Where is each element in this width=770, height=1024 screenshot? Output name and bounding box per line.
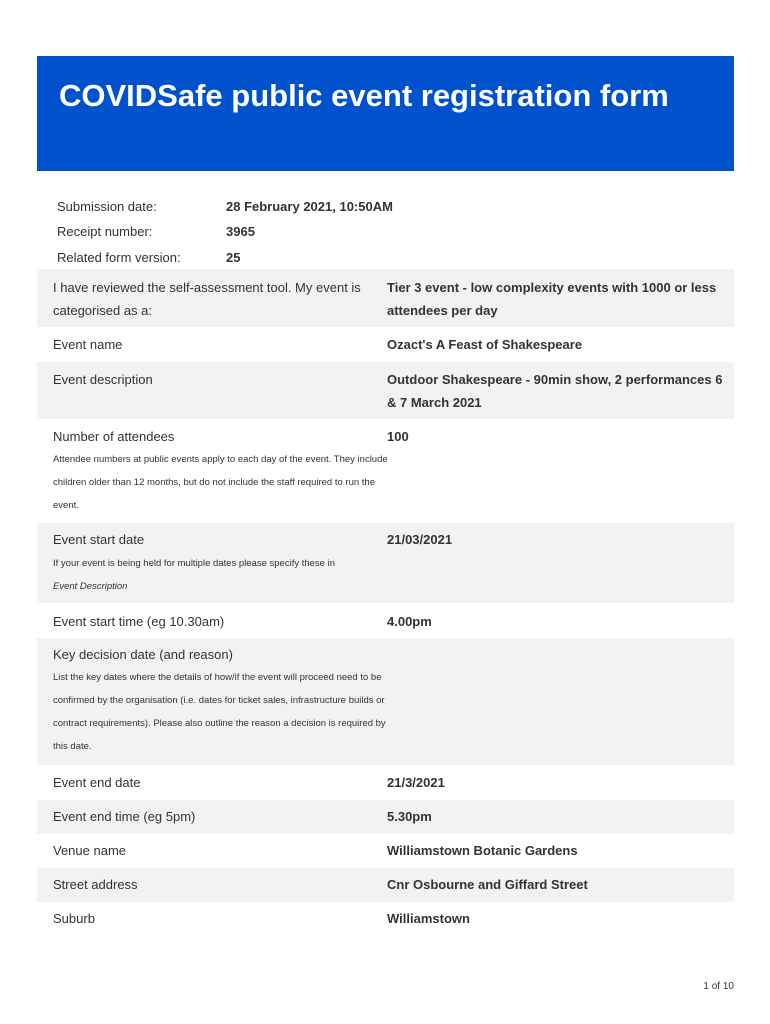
end-time-label: Event end time (eg 5pm) xyxy=(53,809,196,824)
form-header xyxy=(37,56,734,171)
end-date-value: 21/3/2021 xyxy=(387,775,445,790)
key-decision-hint: List the key dates where the details of how/if the event will proceed need to be confirmed by the organisation (i.e. dates for ticket sales, infrastructure builds or contract requirements). Please also outline the reason a decision is required by this date. xyxy=(53,672,386,752)
category-row xyxy=(37,269,734,327)
form-version-label: Related form version: xyxy=(57,250,181,265)
street-address-label: Street address xyxy=(53,877,138,892)
suburb-value: Williamstown xyxy=(387,911,470,926)
start-time-label: Event start time (eg 10.30am) xyxy=(53,614,225,629)
end-time-value: 5.30pm xyxy=(387,809,432,824)
event-name-label: Event name xyxy=(53,337,123,352)
start-date-hint-text: If your event is being held for multiple dates please specify these in xyxy=(53,558,335,569)
street-address-value: Cnr Osbourne and Giffard Street xyxy=(387,877,588,892)
end-date-row xyxy=(37,765,734,800)
start-date-row xyxy=(37,523,734,603)
event-description-label: Event description xyxy=(53,372,153,387)
key-decision-row xyxy=(37,638,734,765)
form-version-value: 25 xyxy=(226,250,241,265)
start-date-hint xyxy=(53,552,398,598)
page-number: 1 of 10 xyxy=(703,981,734,992)
submission-date-value: 28 February 2021, 10:50AM xyxy=(226,199,393,214)
event-name-row xyxy=(37,327,734,362)
street-address-row xyxy=(37,868,734,902)
submission-date-label: Submission date: xyxy=(57,199,157,214)
end-date-label: Event end date xyxy=(53,775,141,790)
venue-name-value: Williamstown Botanic Gardens xyxy=(387,843,578,858)
suburb-row xyxy=(37,902,734,936)
category-label: I have reviewed the self-assessment tool. My event is categorised as a: xyxy=(53,280,361,318)
attendees-value: 100 xyxy=(387,429,409,444)
start-time-value: 4.00pm xyxy=(387,614,432,629)
event-description-row xyxy=(37,362,734,419)
start-date-label: Event start date xyxy=(53,532,145,547)
category-value: Tier 3 event - low complexity events with 1000 or less attendees per day xyxy=(387,280,717,318)
venue-name-row xyxy=(37,834,734,868)
attendees-hint: Attendee numbers at public events apply to each day of the event. They include children older than 12 months, but do not include the staff required to run the event. xyxy=(53,454,388,511)
page-title: COVIDSafe public event registration form xyxy=(59,78,669,113)
key-decision-label: Key decision date (and reason) xyxy=(53,647,233,662)
receipt-number-label: Receipt number: xyxy=(57,224,153,239)
attendees-label: Number of attendees xyxy=(53,429,175,444)
end-time-row xyxy=(37,800,734,834)
start-time-row xyxy=(37,603,734,638)
event-name-value: Ozact's A Feast of Shakespeare xyxy=(387,337,583,352)
venue-name-label: Venue name xyxy=(53,843,127,858)
suburb-label: Suburb xyxy=(53,911,95,926)
attendees-row xyxy=(37,419,734,523)
start-date-hint-emphasis: Event Description xyxy=(53,581,128,592)
receipt-number-value: 3965 xyxy=(226,224,255,239)
event-description-value: Outdoor Shakespeare - 90min show, 2 performances 6 & 7 March 2021 xyxy=(387,372,723,410)
start-date-value: 21/03/2021 xyxy=(387,532,453,547)
